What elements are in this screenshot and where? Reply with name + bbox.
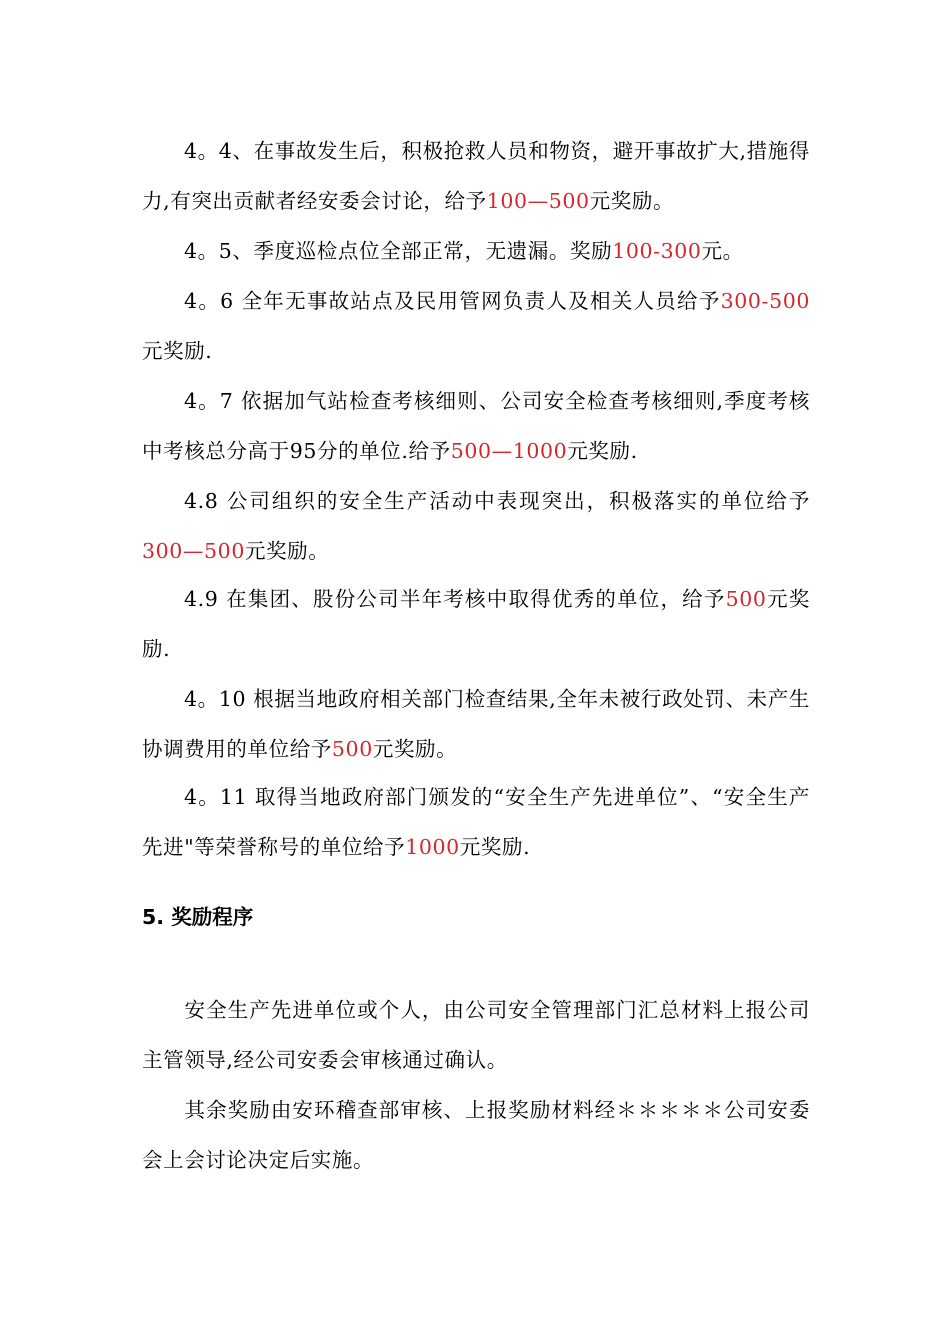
reward-amount: 500 xyxy=(725,587,767,611)
reward-amount: 500 xyxy=(331,737,373,761)
item-text: 4。10 根据当地政府相关部门检查结果,全年未被行政处罚、未产生协调费用的单位给予 xyxy=(142,687,810,761)
item-suffix: 元奖励. xyxy=(567,439,638,463)
reward-item-4-11 xyxy=(142,772,810,872)
item-suffix: 元奖励. xyxy=(142,587,810,661)
item-text: 4。5、季度巡检点位全部正常，无遗漏。奖励 xyxy=(184,239,613,263)
item-suffix: 元奖励。 xyxy=(372,737,458,761)
item-text: 4.9 在集团、股份公司半年考核中取得优秀的单位，给予 xyxy=(184,587,726,611)
reward-item-4-4 xyxy=(142,126,810,226)
item-text: 4。4、在事故发生后，积极抢救人员和物资，避开事故扩大,措施得力,有突出贡献者经安委会讨论，给予 xyxy=(142,139,810,213)
reward-item-4-9 xyxy=(142,574,810,674)
reward-amount: 100-300 xyxy=(612,239,702,263)
item-suffix: 元奖励。 xyxy=(244,539,330,563)
reward-amount: 300-500 xyxy=(720,289,810,313)
item-suffix: 元奖励。 xyxy=(589,189,675,213)
reward-item-4-6 xyxy=(142,276,810,376)
reward-item-4-8 xyxy=(142,476,810,576)
reward-item-4-10 xyxy=(142,674,810,774)
item-text: 4。6 全年无事故站点及民用管网负责人及相关人员给予 xyxy=(184,289,721,313)
paragraph-text: 其余奖励由安环稽查部审核、上报奖励材料经＊＊＊＊＊公司安委会上会讨论决定后实施。 xyxy=(142,1098,810,1172)
item-text: 4。11 取得当地政府部门颁发的“安全生产先进单位”、“安全生产先进"等荣誉称号的单位给予 xyxy=(142,785,810,859)
item-suffix: 元。 xyxy=(701,239,744,263)
reward-amount: 500—1000 xyxy=(450,439,568,463)
item-suffix: 元奖励. xyxy=(459,835,531,859)
paragraph-text: 安全生产先进单位或个人，由公司安全管理部门汇总材料上报公司主管领导,经公司安委会审核通过确认。 xyxy=(142,998,810,1072)
reward-item-4-7 xyxy=(142,376,810,476)
reward-amount: 300—500 xyxy=(142,539,245,563)
item-text: 4.8 公司组织的安全生产活动中表现突出，积极落实的单位给予 xyxy=(184,489,810,513)
reward-item-4-5 xyxy=(142,226,810,276)
item-suffix: 元奖励. xyxy=(142,339,213,363)
procedure-paragraph-1 xyxy=(142,985,810,1085)
reward-amount: 1000 xyxy=(405,835,460,859)
procedure-paragraph-2 xyxy=(142,1085,810,1185)
section-heading: 5. 奖励程序 xyxy=(142,905,254,929)
item-text: 4。7 依据加气站检查考核细则、公司安全检查考核细则,季度考核中考核总分高于95分的单位.给予 xyxy=(142,389,810,463)
reward-amount: 100—500 xyxy=(486,189,590,213)
